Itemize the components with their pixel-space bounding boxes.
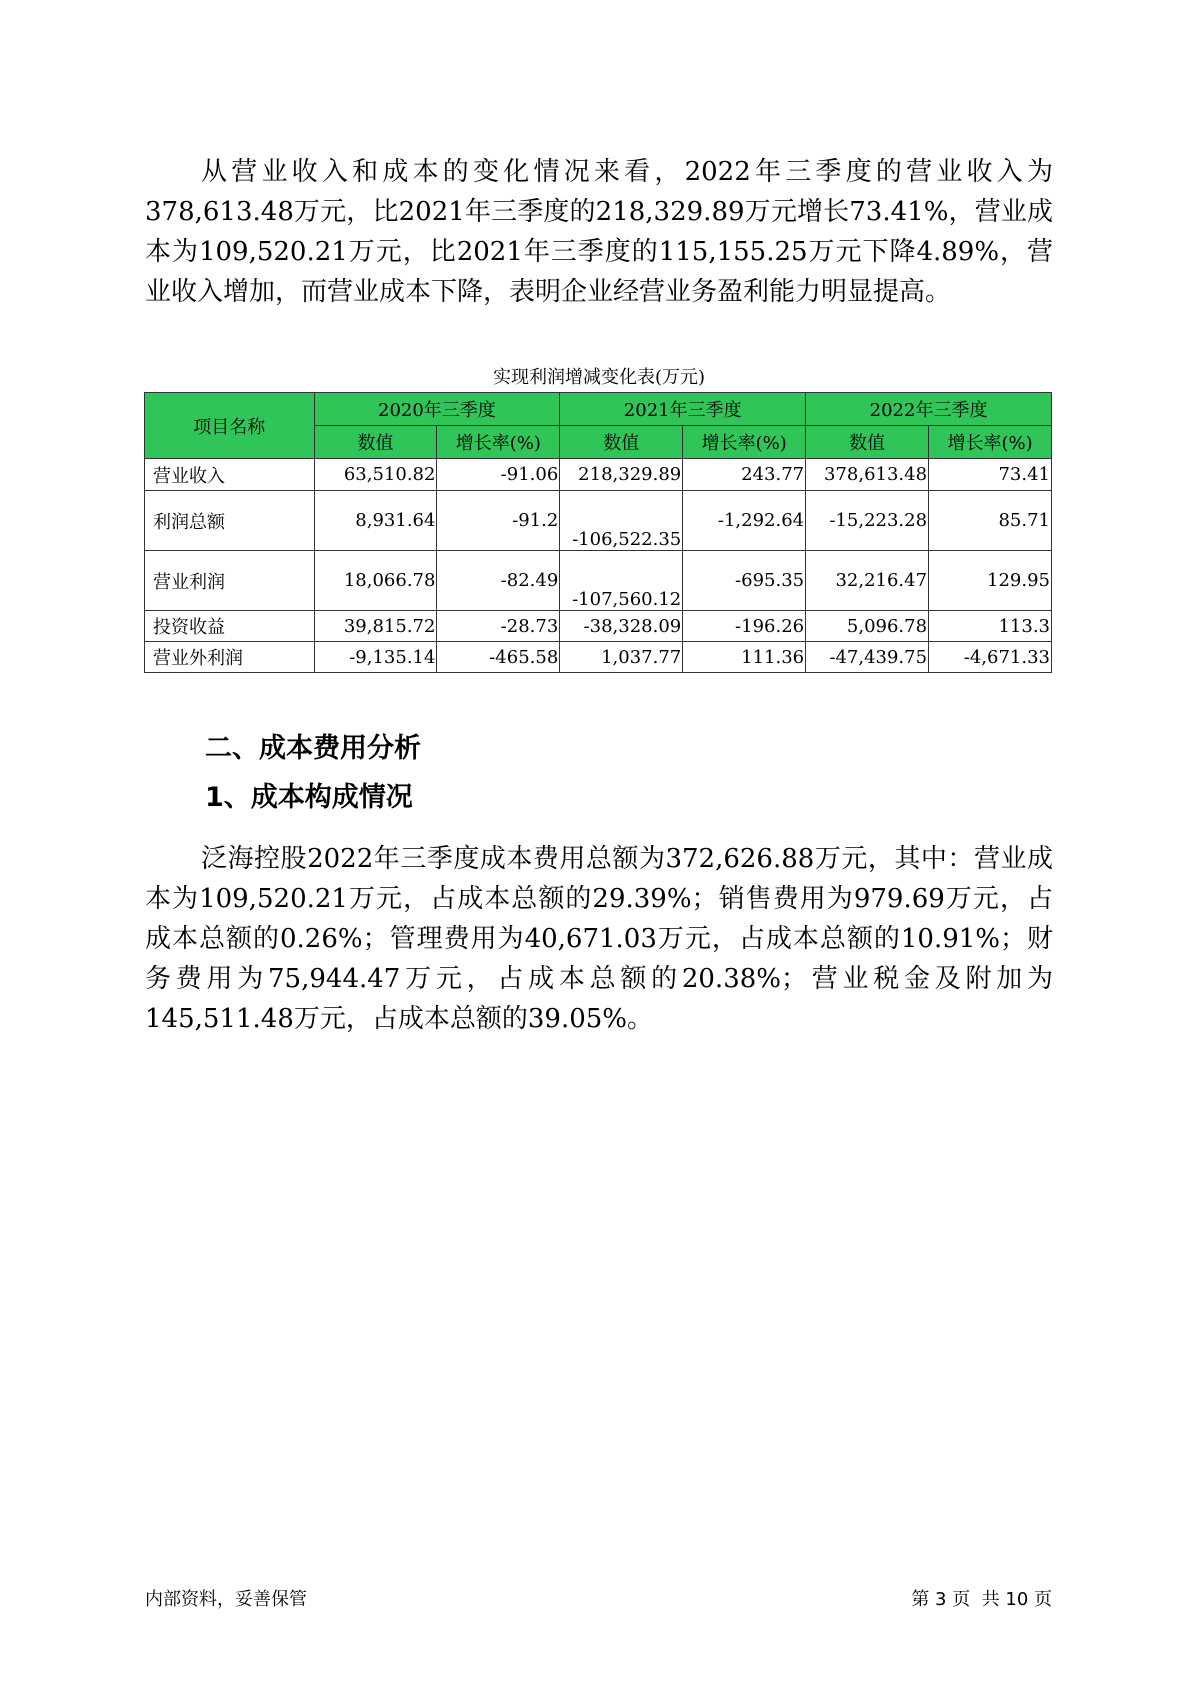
cell-rate: 73.41 [929, 459, 1052, 491]
footer-confidential-note: 内部资料，妥善保管 [145, 1589, 307, 1610]
table-row [145, 459, 1052, 491]
cell-rate: -82.49 [437, 551, 560, 611]
cell-value: -15,223.28 [806, 491, 929, 551]
profit-change-table [144, 392, 1052, 673]
cell-rate: -1,292.64 [683, 491, 806, 551]
table-row [145, 491, 1052, 551]
cell-rate: 111.36 [683, 642, 806, 673]
subsection-heading: 1、成本构成情况 [205, 782, 413, 813]
cell-value: 18,066.78 [314, 551, 437, 611]
table-caption: 实现利润增减变化表(万元) [492, 367, 706, 388]
cell-value: -47,439.75 [806, 642, 929, 673]
rate-header: 增长率(%) [683, 426, 806, 459]
cell-rate: 243.77 [683, 459, 806, 491]
cost-paragraph: 泛海控股2022年三季度成本费用总额为372,626.88万元，其中：营业成本为109,520.21万元，占成本总额的29.39%；销售费用为979.69万元，占成本总额的0.26%；管理费用为40,671.03万元，占成本总额的10.91%；财务费用为75,944.47万元，占成本总额的20.38%；营业税金及附加为145,511.48万元，占成本总额的39.05%。 [145, 844, 1053, 1034]
value-header: 数值 [560, 426, 683, 459]
cell-rate: -695.35 [683, 551, 806, 611]
cell-value: 8,931.64 [314, 491, 437, 551]
row-label: 利润总额 [145, 491, 315, 551]
table-row [145, 551, 1052, 611]
cell-value: -107,560.12 [560, 551, 683, 611]
row-label: 营业收入 [145, 459, 315, 491]
period-header-2020: 2020年三季度 [314, 393, 560, 426]
cell-value: 63,510.82 [314, 459, 437, 491]
period-header-2021: 2021年三季度 [560, 393, 806, 426]
cell-value: -38,328.09 [560, 611, 683, 642]
cell-rate: -196.26 [683, 611, 806, 642]
row-label: 投资收益 [145, 611, 315, 642]
table-row [145, 642, 1052, 673]
value-header: 数值 [806, 426, 929, 459]
section-heading: 二、成本费用分析 [205, 733, 421, 764]
rate-header: 增长率(%) [437, 426, 560, 459]
cell-rate: 113.3 [929, 611, 1052, 642]
cell-rate: 129.95 [929, 551, 1052, 611]
cell-rate: -465.58 [437, 642, 560, 673]
cell-value: 39,815.72 [314, 611, 437, 642]
cell-value: 218,329.89 [560, 459, 683, 491]
intro-paragraph: 从营业收入和成本的变化情况来看，2022年三季度的营业收入为378,613.48万元，比2021年三季度的218,329.89万元增长73.41%，营业成本为109,520.21万元，比2021年三季度的115,155.25万元下降4.89%，营业收入增加，而营业成本下降，表明企业经营业务盈利能力明显提高。 [145, 157, 1053, 307]
period-header-2022: 2022年三季度 [806, 393, 1052, 426]
cell-value: 1,037.77 [560, 642, 683, 673]
footer-page-number: 第 3 页 共 10 页 [911, 1589, 1052, 1610]
rate-header: 增长率(%) [929, 426, 1052, 459]
cell-value: 32,216.47 [806, 551, 929, 611]
row-label: 营业外利润 [145, 642, 315, 673]
table-header-row [145, 393, 1052, 426]
item-name-header: 项目名称 [145, 393, 315, 459]
value-header: 数值 [314, 426, 437, 459]
row-label: 营业利润 [145, 551, 315, 611]
cell-rate: -4,671.33 [929, 642, 1052, 673]
cell-rate: -91.2 [437, 491, 560, 551]
cell-rate: -28.73 [437, 611, 560, 642]
cell-rate: -91.06 [437, 459, 560, 491]
cell-value: -106,522.35 [560, 491, 683, 551]
table-row [145, 611, 1052, 642]
cell-value: 378,613.48 [806, 459, 929, 491]
cell-value: -9,135.14 [314, 642, 437, 673]
cell-value: 5,096.78 [806, 611, 929, 642]
cell-rate: 85.71 [929, 491, 1052, 551]
